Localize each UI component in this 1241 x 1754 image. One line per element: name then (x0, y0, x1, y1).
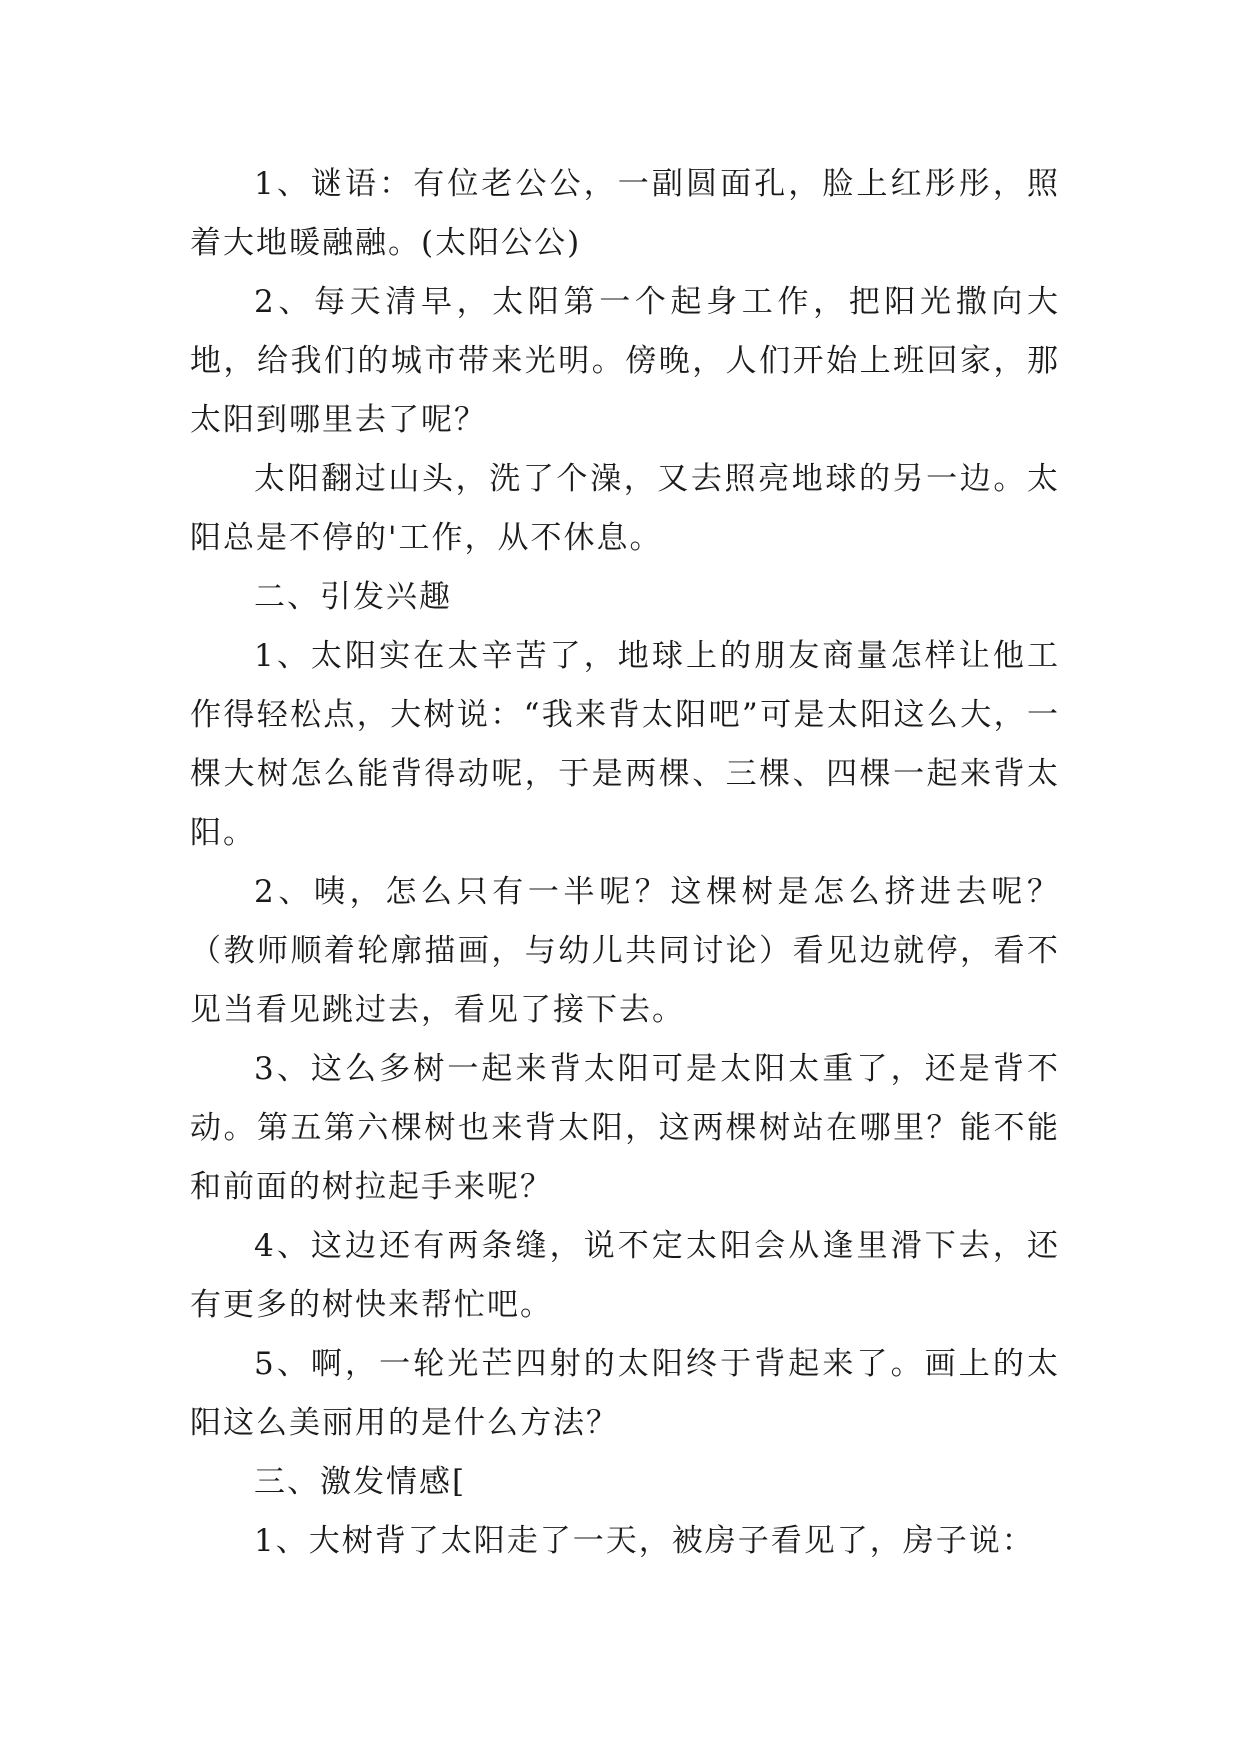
paragraph-sun-raised: 5、啊，一轮光芒四射的太阳终于背起来了。画上的太阳这么美丽用的是什么方法？ (190, 1346, 1060, 1441)
section-heading-interest: 二、引发兴趣 (254, 579, 452, 615)
paragraph-morning-sun: 2、每天清早，太阳第一个起身工作，把阳光撒向大地，给我们的城市带来光明。傍晚，人们开始上班回家，那太阳到哪里去了呢？ (190, 284, 1060, 438)
section-heading-emotion: 三、激发情感[ (254, 1464, 467, 1500)
paragraph-half-sun: 2、咦，怎么只有一半呢？这棵树是怎么挤进去呢？（教师顺着轮廓描画，与幼儿共同讨论）看见边就停，看不见当看见跳过去，看见了接下去。 (190, 874, 1060, 1028)
document-body (190, 155, 1060, 1571)
paragraph-trees-carry-sun: 1、太阳实在太辛苦了，地球上的朋友商量怎样让他工作得轻松点，大树说：“我来背太阳吧”可是太阳这么大，一棵大树怎么能背得动呢，于是两棵、三棵、四棵一起来背太阳。 (190, 638, 1060, 851)
paragraph-sun-rests-never: 太阳翻过山头，洗了个澡，又去照亮地球的另一边。太阳总是不停的'工作，从不休息。 (190, 461, 1060, 556)
paragraph-riddle: 1、谜语：有位老公公，一副圆面孔，脸上红彤彤，照着大地暖融融。(太阳公公) (190, 166, 1060, 261)
paragraph-more-trees: 3、这么多树一起来背太阳可是太阳太重了，还是背不动。第五第六棵树也来背太阳，这两棵树站在哪里？能不能和前面的树拉起手来呢？ (190, 1051, 1060, 1205)
paragraph-two-gaps: 4、这边还有两条缝，说不定太阳会从逢里滑下去，还有更多的树快来帮忙吧。 (190, 1228, 1060, 1323)
paragraph-house-speaks: 1、大树背了太阳走了一天，被房子看见了，房子说： (254, 1523, 1035, 1559)
